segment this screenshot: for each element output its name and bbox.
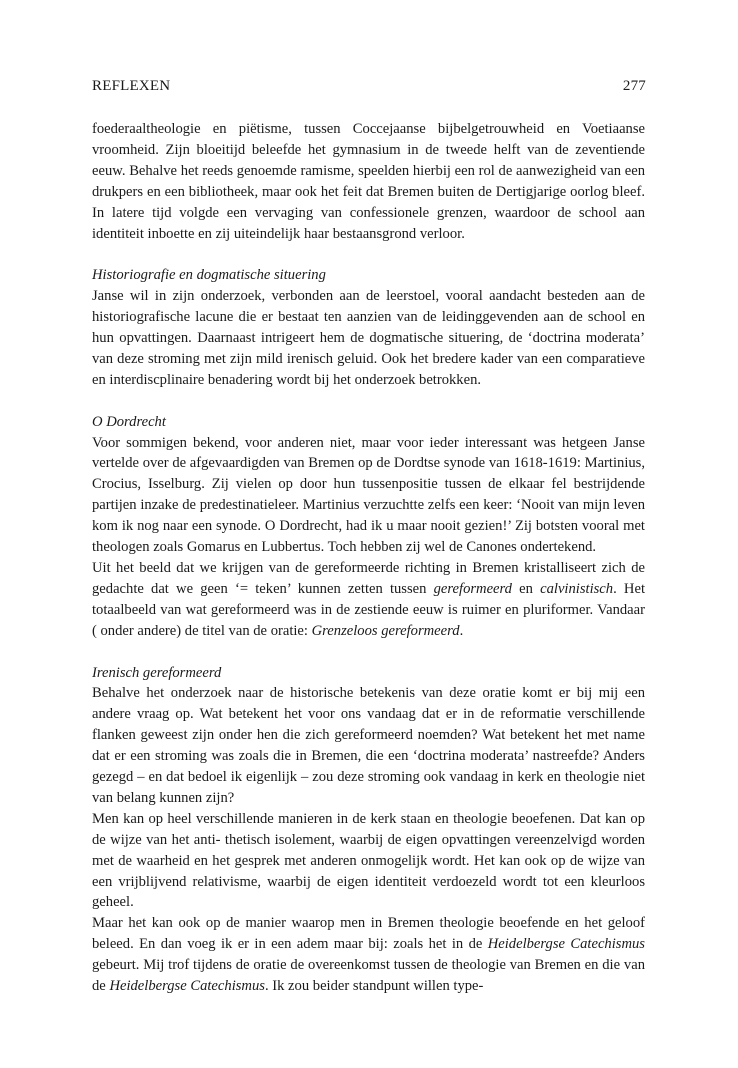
paragraph [92, 913, 645, 997]
text-run: . Ik zou beider standpunt willen type- [264, 978, 484, 995]
section-heading: Irenisch gereformeerd [92, 664, 222, 681]
text-run: en [511, 580, 541, 597]
paragraph [92, 558, 645, 642]
text-run: . Het totaalbeeld van wat gereformeerd was in de zestiende eeuw is ruimer en pluriformer. Vandaar ( onder andere) de titel van de oratie: [92, 580, 645, 639]
section-o-dordrecht [92, 412, 645, 642]
running-title: REFLEXEN [92, 78, 171, 94]
paragraph: foederaaltheologie en piëtisme, tussen Coccejaanse bijbelgetrouwheid en Voetiaanse vroomheid. Zijn bloeitijd beleefde het gymnasium in de tweede helft van de zeventiende eeuw. Behalve het reeds genoemde ramisme, speelden hierbij een rol de aanwezigheid van een drukpers en een bibliotheek, maar ook het feit dat Bremen buiten de Dertigjarige oorlog bleef. In latere tijd volgde een vervaging van confessionele grenzen, waardoor de school aan identiteit inboette en zij uiteindelijk haar bestaansgrond verloor. [92, 121, 645, 242]
italic-title: Grenzeloos gereformeerd [311, 622, 460, 639]
text-run: Maar het kan ook op de manier waarop men in Bremen theologie beoefende en het geloof beleed. En dan voeg ik er in een adem maar bij: zoals het in de [92, 915, 645, 953]
italic-term: gereformeerd [433, 580, 512, 597]
italic-title: Heidelbergse Catechismus [487, 936, 645, 953]
page-number: 277 [622, 78, 646, 94]
text-run: gebeurt. Mij trof tijdens de oratie de overeenkomst tussen de theologie van Bremen en die van de [92, 957, 645, 995]
section-heading: O Dordrecht [92, 413, 166, 430]
running-head [92, 78, 646, 95]
paragraph: Janse wil in zijn onderzoek, verbonden aan de leerstoel, vooral aandacht besteden aan de historiografische lacune die er bestaat ten aanzien van de leidinggevenden aan de school en hun opvattingen. Daarnaast intrigeert hem de dogmatische situering, de ‘doctrina moderata’ van deze stroming met zijn mild irenisch geluid. Ook het bredere kader van een comparatieve en interdiscplinaire benadering wordt bij het onderzoek betrokken. [92, 288, 645, 388]
section-irenisch-gereformeerd [92, 663, 645, 998]
paragraph: Behalve het onderzoek naar de historische betekenis van deze oratie komt er bij mij een andere vraag op. Wat betekent het voor ons vandaag dat er in de reformatie verschillende flanken geweest zijn onder hen die zich gereformeerd noemden? Wat betekent het met name dat er een stroming was zoals die in Bremen, die een ‘doctrina moderata’ nastreefde? Anders gezegd – en dat bedoel ik eigenlijk – zou deze stroming ook vandaag in kerk en theologie niet van belang kunnen zijn? [92, 685, 645, 806]
text-run: . [459, 622, 464, 639]
italic-title: Heidelbergse Catechismus [109, 978, 265, 995]
section-historiografie [92, 265, 645, 390]
italic-term: calvinistisch [540, 580, 614, 597]
text-run: Uit het beeld dat we krijgen van de gereformeerde richting in Bremen kristalliseert zich de gedachte dat we geen ‘= teken’ kunnen zetten tussen [92, 560, 645, 597]
paragraph: Men kan op heel verschillende manieren in de kerk staan en theologie beoefenen. Dat kan op de wijze van het anti- thetisch isolement, waarbij de eigen opvattingen vereenzelvigd worden met de waarheid en het gesprek met anderen onmogelijk wordt. Het kan ook op de wijze van een vrijblijvend relativisme, waarbij de eigen identiteit verdoezeld wordt tot een kleurloos geheel. [92, 810, 645, 911]
body-text [92, 119, 645, 997]
paragraph: Voor sommigen bekend, voor anderen niet, maar voor ieder interessant was hetgeen Janse vertelde over de afgevaardigden van Bremen op de Dordtse synode van 1618-1619: Martinius, Crocius, Isselburg. Zij vielen op door hun tussenpositie tussen de elkaar fel bestrijdende partijen inzake de predestinatieleer. Martinius verzuchtte zelfs een keer: ‘Nooit van mijn leven kom ik nog naar een synode. O Dordrecht, had ik u maar nooit gezien!’ Zij botsten vooral met theologen zoals Gomarus en Lubbertus. Toch hebben zij wel de Canones ondertekend. [92, 434, 645, 556]
section-heading: Historiografie en dogmatische situering [92, 267, 326, 284]
